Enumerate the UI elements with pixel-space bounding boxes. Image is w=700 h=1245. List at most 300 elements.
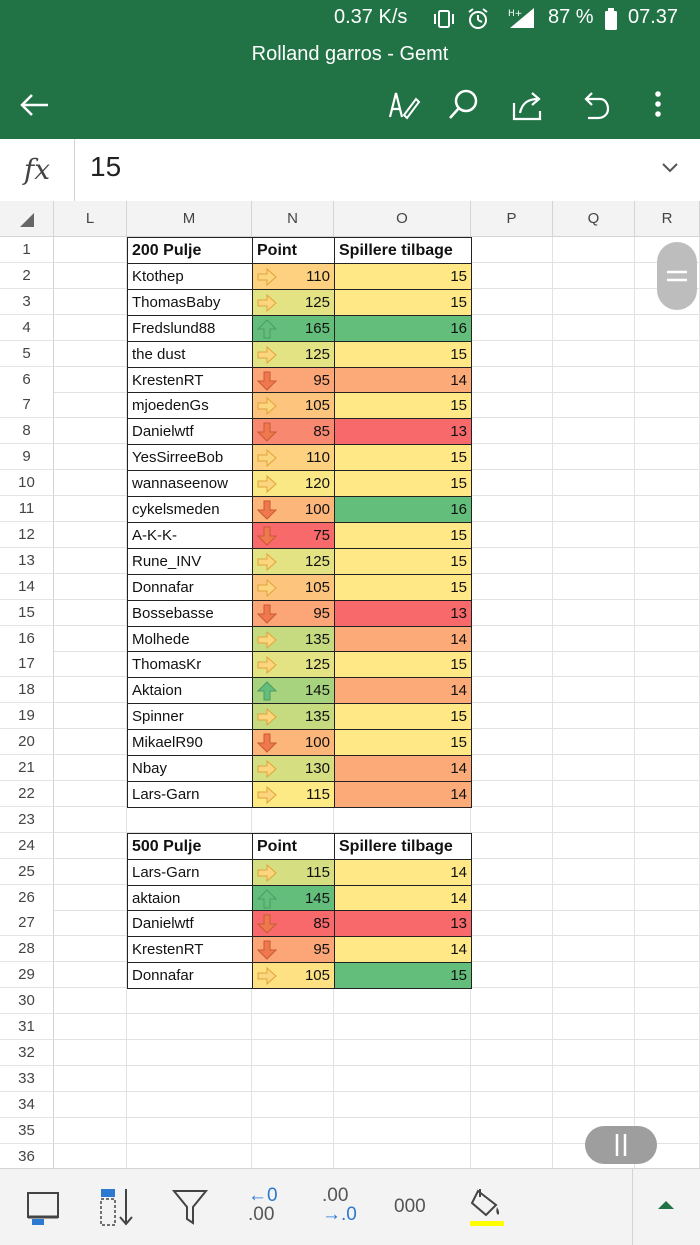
players-left-cell[interactable]: 15 [334, 651, 472, 678]
grid-cell[interactable] [553, 703, 635, 729]
grid-cell[interactable] [471, 677, 553, 703]
table-title[interactable]: 200 Pulje [127, 237, 253, 264]
players-left-cell[interactable]: 15 [334, 574, 472, 601]
grid-cell[interactable] [54, 703, 127, 729]
player-name-cell[interactable]: Danielwtf [127, 910, 253, 937]
point-cell[interactable] [252, 729, 335, 756]
grid-cell[interactable] [54, 315, 127, 341]
grid-cell[interactable] [54, 1040, 127, 1066]
column-header[interactable]: Q [553, 201, 635, 237]
grid-cell[interactable] [54, 237, 127, 263]
row-header[interactable]: 3 [0, 289, 54, 315]
players-left-cell[interactable]: 13 [334, 418, 472, 445]
point-cell[interactable] [252, 315, 335, 342]
grid-cell[interactable] [471, 859, 553, 885]
increase-decimal-button[interactable] [322, 1187, 357, 1225]
spreadsheet-grid[interactable] [0, 201, 700, 1168]
point-cell[interactable] [252, 289, 335, 316]
point-cell[interactable] [252, 496, 335, 523]
players-header[interactable]: Spillere tilbage [334, 237, 472, 264]
grid-cell[interactable] [471, 651, 553, 677]
player-name-cell[interactable]: Donnafar [127, 574, 253, 601]
row-header[interactable]: 21 [0, 755, 54, 781]
grid-cell[interactable] [553, 910, 635, 936]
players-left-cell[interactable]: 14 [334, 677, 472, 704]
grid-cell[interactable] [54, 548, 127, 574]
grid-cell[interactable] [471, 392, 553, 418]
players-left-cell[interactable]: 13 [334, 600, 472, 627]
point-cell[interactable] [252, 600, 335, 627]
player-name-cell[interactable]: ThomasKr [127, 651, 253, 678]
players-left-cell[interactable]: 15 [334, 341, 472, 368]
grid-cell[interactable] [471, 496, 553, 522]
player-name-cell[interactable]: A-K-K- [127, 522, 253, 549]
grid-cell[interactable] [54, 1014, 127, 1040]
grid-cell[interactable] [553, 315, 635, 341]
filter-icon[interactable] [170, 1185, 210, 1229]
grid-cell[interactable] [127, 1092, 252, 1118]
player-name-cell[interactable]: Lars-Garn [127, 781, 253, 808]
grid-cell[interactable] [252, 1092, 334, 1118]
grid-cell[interactable] [471, 1040, 553, 1066]
grid-cell[interactable] [471, 289, 553, 315]
grid-cell[interactable] [471, 729, 553, 755]
decrease-decimal-button[interactable] [248, 1187, 278, 1225]
grid-cell[interactable] [54, 392, 127, 418]
grid-cell[interactable] [635, 470, 700, 496]
grid-cell[interactable] [252, 1118, 334, 1144]
grid-cell[interactable] [471, 703, 553, 729]
grid-cell[interactable] [334, 1092, 471, 1118]
grid-cell[interactable] [635, 548, 700, 574]
horizontal-scroll-handle[interactable] [585, 1126, 657, 1164]
grid-cell[interactable] [471, 470, 553, 496]
column-header[interactable]: O [334, 201, 471, 237]
players-left-cell[interactable]: 15 [334, 522, 472, 549]
grid-cell[interactable] [54, 859, 127, 885]
grid-cell[interactable] [54, 444, 127, 470]
grid-cell[interactable] [127, 807, 252, 833]
player-name-cell[interactable]: aktaion [127, 885, 253, 912]
player-name-cell[interactable]: KrestenRT [127, 936, 253, 963]
grid-cell[interactable] [471, 1118, 553, 1144]
grid-cell[interactable] [635, 522, 700, 548]
row-header[interactable]: 10 [0, 470, 54, 496]
row-header[interactable]: 11 [0, 496, 54, 522]
point-cell[interactable] [252, 574, 335, 601]
row-header[interactable]: 26 [0, 885, 54, 911]
grid-cell[interactable] [54, 807, 127, 833]
grid-cell[interactable] [635, 910, 700, 936]
grid-cell[interactable] [635, 729, 700, 755]
grid-cell[interactable] [54, 988, 127, 1014]
players-left-cell[interactable]: 15 [334, 392, 472, 419]
grid-cell[interactable] [471, 1092, 553, 1118]
row-header[interactable]: 33 [0, 1066, 54, 1092]
grid-cell[interactable] [553, 418, 635, 444]
grid-cell[interactable] [553, 1014, 635, 1040]
player-name-cell[interactable]: Danielwtf [127, 418, 253, 445]
players-header[interactable]: Spillere tilbage [334, 833, 472, 860]
thousands-separator-button[interactable]: 000 [394, 1196, 426, 1217]
chevron-down-icon[interactable] [660, 161, 680, 175]
grid-cell[interactable] [54, 263, 127, 289]
row-header[interactable]: 22 [0, 781, 54, 807]
grid-cell[interactable] [471, 936, 553, 962]
player-name-cell[interactable]: Donnafar [127, 962, 253, 989]
grid-cell[interactable] [635, 677, 700, 703]
players-left-cell[interactable]: 14 [334, 859, 472, 886]
back-arrow-icon[interactable] [14, 85, 54, 125]
grid-cell[interactable] [54, 677, 127, 703]
grid-cell[interactable] [635, 859, 700, 885]
grid-cell[interactable] [334, 807, 471, 833]
point-cell[interactable] [252, 341, 335, 368]
grid-cell[interactable] [635, 703, 700, 729]
row-header[interactable]: 8 [0, 418, 54, 444]
row-header[interactable]: 9 [0, 444, 54, 470]
grid-cell[interactable] [252, 807, 334, 833]
grid-cell[interactable] [553, 574, 635, 600]
row-header[interactable]: 36 [0, 1144, 54, 1169]
grid-cell[interactable] [334, 1014, 471, 1040]
grid-cell[interactable] [635, 755, 700, 781]
grid-cell[interactable] [635, 807, 700, 833]
grid-cell[interactable] [635, 496, 700, 522]
player-name-cell[interactable]: wannaseenow [127, 470, 253, 497]
players-left-cell[interactable]: 16 [334, 496, 472, 523]
row-header[interactable]: 19 [0, 703, 54, 729]
player-name-cell[interactable]: YesSirreeBob [127, 444, 253, 471]
grid-cell[interactable] [334, 988, 471, 1014]
grid-cell[interactable] [54, 522, 127, 548]
player-name-cell[interactable]: Bossebasse [127, 600, 253, 627]
grid-cell[interactable] [471, 885, 553, 911]
grid-cell[interactable] [635, 781, 700, 807]
players-left-cell[interactable]: 14 [334, 885, 472, 912]
grid-cell[interactable] [471, 910, 553, 936]
grid-cell[interactable] [553, 1040, 635, 1066]
grid-cell[interactable] [471, 1014, 553, 1040]
grid-cell[interactable] [54, 600, 127, 626]
grid-cell[interactable] [635, 936, 700, 962]
grid-cell[interactable] [553, 392, 635, 418]
row-header[interactable]: 24 [0, 833, 54, 859]
player-name-cell[interactable]: Aktaion [127, 677, 253, 704]
players-left-cell[interactable]: 15 [334, 444, 472, 471]
grid-cell[interactable] [553, 755, 635, 781]
grid-cell[interactable] [553, 367, 635, 393]
player-name-cell[interactable]: the dust [127, 341, 253, 368]
grid-cell[interactable] [471, 626, 553, 652]
grid-cell[interactable] [471, 444, 553, 470]
grid-cell[interactable] [54, 962, 127, 988]
grid-cell[interactable] [252, 988, 334, 1014]
point-cell[interactable] [252, 781, 335, 808]
players-left-cell[interactable]: 16 [334, 315, 472, 342]
column-header[interactable]: P [471, 201, 553, 237]
grid-cell[interactable] [334, 1040, 471, 1066]
grid-cell[interactable] [471, 574, 553, 600]
player-name-cell[interactable]: KrestenRT [127, 367, 253, 394]
grid-cell[interactable] [471, 315, 553, 341]
row-header[interactable]: 35 [0, 1118, 54, 1144]
row-header[interactable]: 6 [0, 367, 54, 393]
grid-cell[interactable] [471, 1066, 553, 1092]
player-name-cell[interactable]: cykelsmeden [127, 496, 253, 523]
grid-cell[interactable] [334, 1066, 471, 1092]
grid-cell[interactable] [54, 936, 127, 962]
grid-cell[interactable] [635, 988, 700, 1014]
point-cell[interactable] [252, 444, 335, 471]
grid-cell[interactable] [553, 807, 635, 833]
row-header[interactable]: 25 [0, 859, 54, 885]
grid-cell[interactable] [252, 1014, 334, 1040]
point-cell[interactable] [252, 367, 335, 394]
grid-cell[interactable] [471, 522, 553, 548]
grid-cell[interactable] [471, 367, 553, 393]
grid-cell[interactable] [553, 859, 635, 885]
players-left-cell[interactable]: 14 [334, 936, 472, 963]
row-header[interactable]: 31 [0, 1014, 54, 1040]
grid-cell[interactable] [54, 729, 127, 755]
grid-cell[interactable] [471, 341, 553, 367]
grid-cell[interactable] [54, 341, 127, 367]
grid-cell[interactable] [635, 1014, 700, 1040]
point-cell[interactable] [252, 755, 335, 782]
row-header[interactable]: 32 [0, 1040, 54, 1066]
players-left-cell[interactable]: 15 [334, 263, 472, 290]
point-cell[interactable] [252, 885, 335, 912]
point-cell[interactable] [252, 962, 335, 989]
grid-cell[interactable] [553, 522, 635, 548]
grid-cell[interactable] [127, 1014, 252, 1040]
row-header[interactable]: 30 [0, 988, 54, 1014]
grid-cell[interactable] [635, 418, 700, 444]
grid-cell[interactable] [127, 1118, 252, 1144]
grid-cell[interactable] [553, 962, 635, 988]
point-cell[interactable] [252, 910, 335, 937]
grid-cell[interactable] [553, 1092, 635, 1118]
grid-cell[interactable] [471, 600, 553, 626]
players-left-cell[interactable]: 14 [334, 755, 472, 782]
grid-cell[interactable] [553, 885, 635, 911]
grid-cell[interactable] [635, 367, 700, 393]
grid-cell[interactable] [471, 237, 553, 263]
players-left-cell[interactable]: 15 [334, 470, 472, 497]
grid-cell[interactable] [553, 936, 635, 962]
grid-cell[interactable] [553, 289, 635, 315]
grid-cell[interactable] [635, 600, 700, 626]
point-cell[interactable] [252, 522, 335, 549]
row-header[interactable]: 12 [0, 522, 54, 548]
grid-cell[interactable] [54, 418, 127, 444]
player-name-cell[interactable]: Ktothep [127, 263, 253, 290]
players-left-cell[interactable]: 14 [334, 781, 472, 808]
grid-cell[interactable] [54, 910, 127, 936]
grid-cell[interactable] [635, 341, 700, 367]
grid-cell[interactable] [54, 781, 127, 807]
grid-cell[interactable] [635, 392, 700, 418]
grid-cell[interactable] [127, 1144, 252, 1169]
row-header[interactable]: 4 [0, 315, 54, 341]
grid-cell[interactable] [54, 1118, 127, 1144]
row-header[interactable]: 23 [0, 807, 54, 833]
more-options-icon[interactable] [638, 85, 678, 125]
grid-cell[interactable] [553, 263, 635, 289]
grid-cell[interactable] [471, 548, 553, 574]
grid-cell[interactable] [553, 444, 635, 470]
grid-cell[interactable] [54, 1144, 127, 1169]
grid-cell[interactable] [635, 1066, 700, 1092]
point-cell[interactable] [252, 470, 335, 497]
players-left-cell[interactable]: 14 [334, 367, 472, 394]
grid-cell[interactable] [553, 833, 635, 859]
players-left-cell[interactable]: 15 [334, 703, 472, 730]
row-header[interactable]: 15 [0, 600, 54, 626]
formula-input[interactable]: 15 [90, 151, 122, 182]
grid-cell[interactable] [54, 833, 127, 859]
players-left-cell[interactable]: 15 [334, 548, 472, 575]
grid-cell[interactable] [471, 833, 553, 859]
grid-cell[interactable] [54, 755, 127, 781]
grid-cell[interactable] [635, 315, 700, 341]
grid-cell[interactable] [553, 651, 635, 677]
grid-cell[interactable] [635, 574, 700, 600]
grid-cell[interactable] [471, 755, 553, 781]
grid-cell[interactable] [553, 677, 635, 703]
point-header[interactable]: Point [252, 237, 335, 264]
player-name-cell[interactable]: Lars-Garn [127, 859, 253, 886]
column-header[interactable]: M [127, 201, 252, 237]
table-title[interactable]: 500 Pulje [127, 833, 253, 860]
grid-cell[interactable] [553, 626, 635, 652]
grid-cell[interactable] [553, 341, 635, 367]
row-header[interactable]: 29 [0, 962, 54, 988]
player-name-cell[interactable]: Fredslund88 [127, 315, 253, 342]
grid-cell[interactable] [471, 263, 553, 289]
point-cell[interactable] [252, 936, 335, 963]
grid-cell[interactable] [553, 237, 635, 263]
search-icon[interactable] [444, 85, 484, 125]
sort-icon[interactable] [98, 1185, 138, 1229]
grid-cell[interactable] [471, 418, 553, 444]
grid-cell[interactable] [252, 1066, 334, 1092]
expand-toolbar-icon[interactable] [655, 1197, 677, 1241]
player-name-cell[interactable]: MikaelR90 [127, 729, 253, 756]
share-icon[interactable] [508, 85, 548, 125]
grid-cell[interactable] [54, 1066, 127, 1092]
grid-cell[interactable] [471, 781, 553, 807]
grid-cell[interactable] [127, 988, 252, 1014]
row-header[interactable]: 17 [0, 651, 54, 677]
row-header[interactable]: 18 [0, 677, 54, 703]
grid-cell[interactable] [553, 988, 635, 1014]
grid-cell[interactable] [635, 962, 700, 988]
grid-cell[interactable] [252, 1040, 334, 1066]
players-left-cell[interactable]: 14 [334, 626, 472, 653]
grid-cell[interactable] [252, 1144, 334, 1169]
row-header[interactable]: 20 [0, 729, 54, 755]
point-cell[interactable] [252, 859, 335, 886]
grid-cell[interactable] [471, 1144, 553, 1169]
row-header[interactable]: 5 [0, 341, 54, 367]
player-name-cell[interactable]: Molhede [127, 626, 253, 653]
grid-cell[interactable] [471, 988, 553, 1014]
players-left-cell[interactable]: 15 [334, 289, 472, 316]
row-header[interactable]: 13 [0, 548, 54, 574]
grid-cell[interactable] [54, 367, 127, 393]
vertical-scroll-handle[interactable] [657, 242, 697, 310]
row-header[interactable]: 34 [0, 1092, 54, 1118]
row-header[interactable]: 28 [0, 936, 54, 962]
grid-cell[interactable] [127, 1040, 252, 1066]
grid-cell[interactable] [54, 496, 127, 522]
grid-cell[interactable] [553, 729, 635, 755]
grid-cell[interactable] [471, 807, 553, 833]
grid-cell[interactable] [54, 626, 127, 652]
grid-cell[interactable] [54, 470, 127, 496]
grid-cell[interactable] [54, 651, 127, 677]
grid-cell[interactable] [553, 781, 635, 807]
point-cell[interactable] [252, 703, 335, 730]
grid-cell[interactable] [635, 1040, 700, 1066]
row-header[interactable]: 27 [0, 910, 54, 936]
grid-cell[interactable] [553, 600, 635, 626]
row-header[interactable]: 7 [0, 392, 54, 418]
function-label[interactable]: fx [0, 139, 75, 201]
grid-cell[interactable] [334, 1118, 471, 1144]
grid-cell[interactable] [635, 444, 700, 470]
point-header[interactable]: Point [252, 833, 335, 860]
players-left-cell[interactable]: 15 [334, 729, 472, 756]
grid-cell[interactable] [553, 470, 635, 496]
column-header[interactable]: N [252, 201, 334, 237]
grid-cell[interactable] [54, 885, 127, 911]
player-name-cell[interactable]: ThomasBaby [127, 289, 253, 316]
grid-cell[interactable] [54, 1092, 127, 1118]
point-cell[interactable] [252, 626, 335, 653]
grid-cell[interactable] [635, 833, 700, 859]
draw-pen-icon[interactable] [382, 85, 422, 125]
point-cell[interactable] [252, 548, 335, 575]
fill-color-icon[interactable] [466, 1185, 508, 1229]
player-name-cell[interactable]: Rune_INV [127, 548, 253, 575]
grid-cell[interactable] [635, 885, 700, 911]
grid-cell[interactable] [635, 626, 700, 652]
row-header[interactable]: 2 [0, 263, 54, 289]
player-name-cell[interactable]: Nbay [127, 755, 253, 782]
grid-cell[interactable] [553, 548, 635, 574]
format-cells-icon[interactable] [24, 1185, 64, 1229]
grid-cell[interactable] [54, 574, 127, 600]
grid-cell[interactable] [54, 289, 127, 315]
grid-cell[interactable] [334, 1144, 471, 1169]
player-name-cell[interactable]: Spinner [127, 703, 253, 730]
undo-icon[interactable] [574, 85, 614, 125]
row-header[interactable]: 1 [0, 237, 54, 263]
point-cell[interactable] [252, 418, 335, 445]
select-all-corner[interactable] [0, 201, 54, 237]
grid-cell[interactable] [553, 1066, 635, 1092]
players-left-cell[interactable]: 13 [334, 910, 472, 937]
point-cell[interactable] [252, 263, 335, 290]
grid-cell[interactable] [635, 651, 700, 677]
grid-cell[interactable] [471, 962, 553, 988]
column-header[interactable]: R [635, 201, 700, 237]
column-header[interactable]: L [54, 201, 127, 237]
grid-cell[interactable] [127, 1066, 252, 1092]
